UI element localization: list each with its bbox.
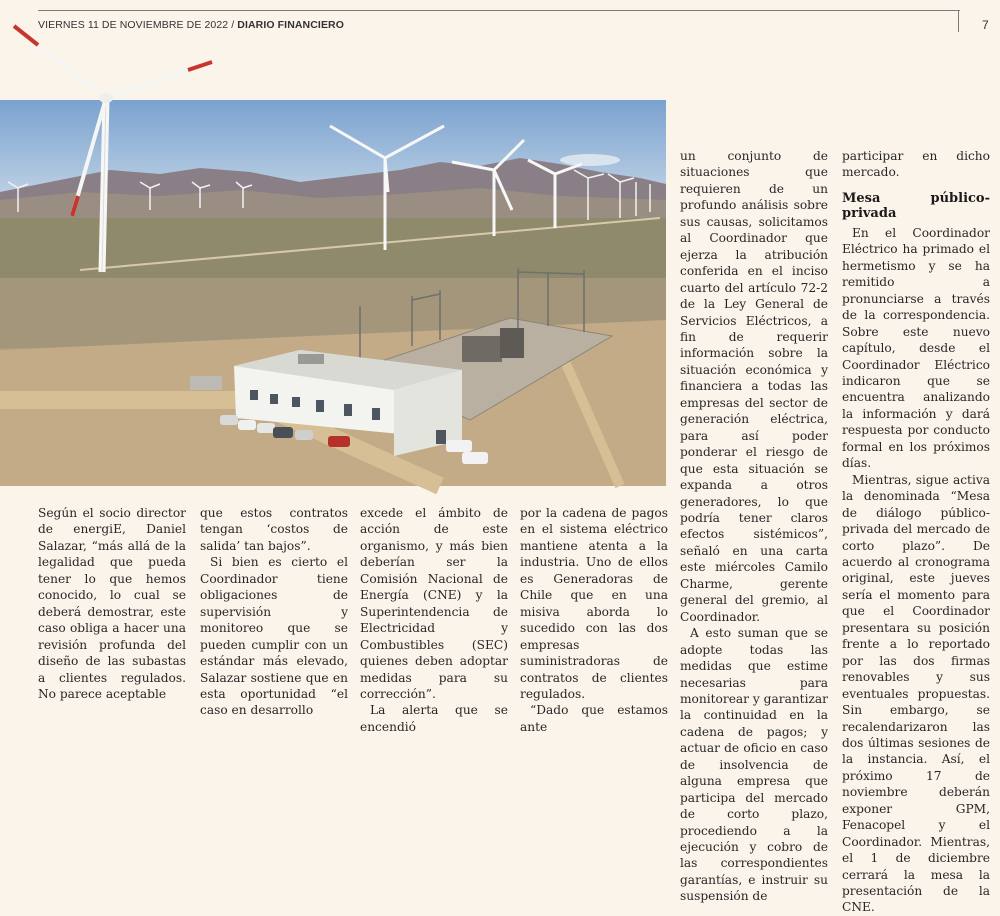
article-paragraph: En el Coordinador Eléctrico ha primado el hermetismo y se ha remitido a pronunciarse a través de la correspondencia. Sobre este nuevo capítulo, desde el Coordinador Eléctrico indicaron que se encuentra analizando la información y dará respuesta por conducto formal en los próximos días. [842, 225, 990, 471]
page-number: 7 [982, 18, 989, 32]
article-paragraph: A esto suman que se adopte todas las medidas que estime necesarias para monitorear y garantizar la continuidad en la cadena de pagos; y actuar de oficio en caso de insolvencia de alguna empresa que participa del mercado de corto plazo, procediendo a la ejecución y cobro de las correspondientes garantías, e instruir su suspensión de [680, 626, 828, 904]
article-paragraph: participar en dicho mercado. [842, 149, 990, 180]
header-rule-tick [958, 10, 959, 32]
article-paragraph: que estos contratos tengan ‘costos de salida’ tan bajos”. [200, 506, 348, 553]
article-paragraph: La alerta que se encendió [360, 703, 508, 734]
article-column-4 [520, 505, 668, 735]
article-paragraph: Mientras, sigue activa la denominada “Mesa de diálogo público-privada del mercado de corto plazo”. De acuerdo al cronograma original, este jueves sería el momento para que el Coordinador presentara su posición frente a lo reportado por las dos firmas renovables y sus eventuales propuestas. Sin embargo, se recalendarizaron las dos últimas sesiones de la instancia. Así, el próximo 17 de noviembre deberán exponer GPM, Fenacopel y el Coordinador. Mientras, el 1 de diciembre cerrará la mesa la presentación de la CNE. [842, 472, 990, 915]
article-column-3 [360, 505, 508, 735]
wind-turbine-graphic [10, 20, 220, 280]
article-paragraph: excede el ámbito de acción de este organismo, y más bien deberían ser la Comisión Nacional de Energía (CNE) y la Superintendencia de Electricidad y Combustibles (SEC) quienes deben adoptar medidas para su corrección”. [360, 506, 508, 701]
article-column-1 [38, 505, 186, 702]
header-separator: / [228, 19, 238, 31]
section-subheading: Mesa público-privada [842, 190, 990, 221]
article-paragraph: por la cadena de pagos en el sistema eléctrico mantiene atenta a la industria. Uno de ellos es Generadoras de Chile que en una misiva aborda lo sucedido con las dos empresas suministradoras de contratos de clientes regulados. [520, 506, 668, 701]
header-date: VIERNES 11 DE NOVIEMBRE DE 2022 [38, 19, 229, 31]
article-column-6 [842, 148, 990, 916]
article-paragraph: Si bien es cierto el Coordinador tiene obligaciones de supervisión y monitoreo que se pueden cumplir con un estándar más elevado, Salazar sostiene que en esta oportunidad “el caso en desarrollo [200, 555, 348, 718]
header-rule [38, 10, 960, 11]
article-column-2 [200, 505, 348, 719]
header-publication: DIARIO FINANCIERO [237, 19, 344, 31]
article-paragraph: “Dado que estamos ante [520, 703, 668, 734]
article-paragraph: Según el socio director de energiE, Daniel Salazar, “más allá de la legalidad que pueda tener lo que hemos conocido, lo cual se deberá demostrar, este caso obliga a hacer una revisión profunda del diseño de las subastas a clientes regulados. No parece aceptable [38, 506, 186, 701]
article-paragraph: un conjunto de situaciones que requieren de un profundo análisis sobre sus causas, solicitamos al Coordinador que ejerza la atribución conferida en el inciso cuarto del artículo 72-2 de la Ley General de Servicios Eléctricos, a fin de requerir información sobre la situación económica y financiera a todas las empresas del sector de generación eléctrica, para así poder ponderar el riesgo de que esta situación se expanda a otros generadores, lo que podría tener claros efectos sistémicos”, señaló en una carta este miércoles Camilo Charme, gerente general del gremio, al Coordinador. [680, 149, 828, 624]
article-column-5 [680, 148, 828, 905]
